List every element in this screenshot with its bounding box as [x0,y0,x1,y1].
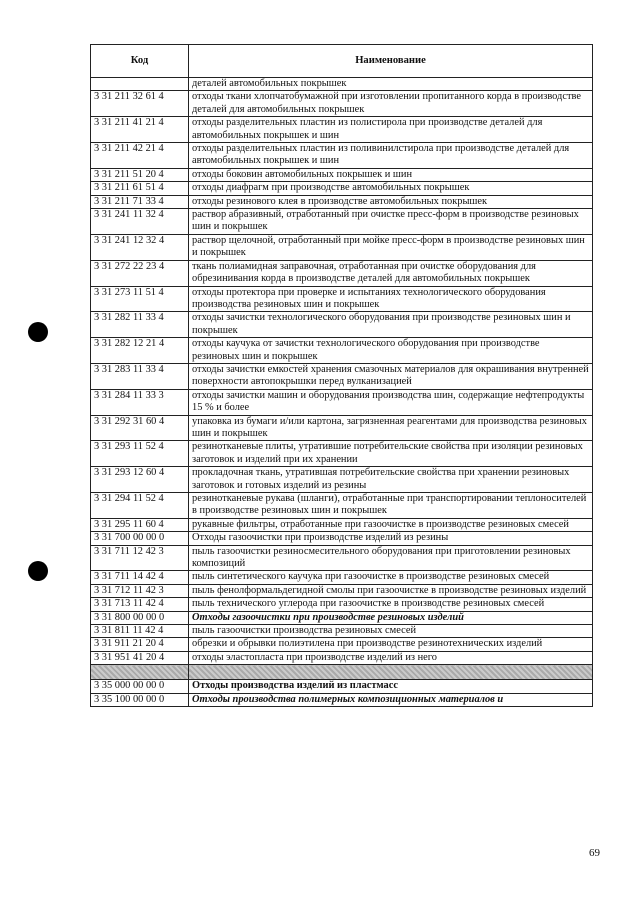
waste-name-cell: отходы зачистки емкостей хранения смазочных материалов для окрашивания внутренней поверхности автопокрышки перед вулканизацией [189,363,593,389]
waste-name-cell: деталей автомобильных покрышек [189,78,593,91]
waste-name-cell: прокладочная ткань, утратившая потребительские свойства при хранении резиновых заготовок и готовых изделий из резины [189,467,593,493]
waste-name-cell: Отходы газоочистки при производстве резиновых изделий [189,611,593,624]
waste-name-cell [189,665,593,680]
waste-code-cell: 3 31 911 21 20 4 [91,638,189,651]
section-divider-row [91,665,593,680]
waste-name-cell: отходы боковин автомобильных покрышек и шин [189,168,593,181]
waste-name-cell: Отходы производства полимерных композиционных материалов и [189,693,593,706]
waste-code-cell: 3 31 211 51 20 4 [91,168,189,181]
table-row [91,260,593,286]
waste-name-cell: пыль газоочистки производства резиновых смесей [189,625,593,638]
waste-name-cell: отходы разделительных пластин из полистирола при производстве деталей для автомобильных покрышек и шин [189,117,593,143]
table-row [91,441,593,467]
waste-name-cell: рукавные фильтры, отработанные при газоочистке в производстве резиновых смесей [189,518,593,531]
waste-name-cell: Отходы газоочистки при производстве изделий из резины [189,532,593,545]
table-row [91,338,593,364]
waste-name-cell: ткань полиамидная заправочная, отработанная при очистке оборудования для обрезинивания корда в производстве деталей для автомобильных покрышек [189,260,593,286]
table-row [91,493,593,519]
waste-code-cell: 3 31 211 42 21 4 [91,143,189,169]
waste-name-cell: отходы каучука от зачистки технологического оборудования при производстве резиновых шин и покрышек [189,338,593,364]
waste-code-cell: 3 31 211 71 33 4 [91,195,189,208]
waste-code-cell: 3 31 294 11 52 4 [91,493,189,519]
waste-name-cell: отходы диафрагм при производстве автомобильных покрышек [189,182,593,195]
waste-code-cell: 3 31 211 41 21 4 [91,117,189,143]
waste-code-cell: 3 35 100 00 00 0 [91,693,189,706]
table-row [91,286,593,312]
table-row [91,545,593,571]
punch-hole-top [28,322,48,342]
waste-name-cell: отходы протектора при проверке и испытаниях технологического оборудования производства резиновых шин и покрышек [189,286,593,312]
waste-code-cell: 3 31 293 11 52 4 [91,441,189,467]
waste-code-cell: 3 31 282 11 33 4 [91,312,189,338]
waste-code-cell: 3 31 282 12 21 4 [91,338,189,364]
waste-name-cell: отходы резинового клея в производстве автомобильных покрышек [189,195,593,208]
table-row [91,195,593,208]
waste-code-cell: 3 31 712 11 42 3 [91,584,189,597]
table-row [91,182,593,195]
table-row [91,234,593,260]
table-row [91,598,593,611]
table-row [91,571,593,584]
punch-hole-bottom [28,561,48,581]
table-row [91,415,593,441]
waste-code-cell: 3 31 951 41 20 4 [91,651,189,664]
table-row [91,91,593,117]
table-row [91,117,593,143]
waste-name-cell: резинотканевые плиты, утратившие потребительские свойства при изоляции резиновых заготовок и изделий при их хранении [189,441,593,467]
table-row [91,389,593,415]
table-row [91,651,593,664]
waste-name-cell: пыль синтетического каучука при газоочистке в производстве резиновых смесей [189,571,593,584]
table-body [91,78,593,707]
table-row [91,467,593,493]
waste-code-cell [91,78,189,91]
table-row [91,584,593,597]
waste-code-cell: 3 31 292 31 60 4 [91,415,189,441]
waste-name-cell: раствор абразивный, отработанный при очистке пресс-форм в производстве резиновых шин и покрышек [189,209,593,235]
waste-code-cell: 3 31 273 11 51 4 [91,286,189,312]
waste-name-cell: обрезки и обрывки полиэтилена при производстве резинотехнических изделий [189,638,593,651]
waste-code-cell: 3 31 295 11 60 4 [91,518,189,531]
table-row [91,625,593,638]
waste-code-cell: 3 35 000 00 00 0 [91,680,189,693]
table-row [91,312,593,338]
table-row [91,143,593,169]
waste-code-cell: 3 31 241 12 32 4 [91,234,189,260]
waste-code-cell: 3 31 700 00 00 0 [91,532,189,545]
waste-name-cell: упаковка из бумаги и/или картона, загрязненная реагентами для производства резиновых шин и покрышек [189,415,593,441]
waste-codes-table [90,44,593,707]
waste-name-cell: пыль газоочистки резиносмесительного оборудования при приготовлении резиновых композиций [189,545,593,571]
waste-name-cell: отходы эластопласта при производстве изделий из него [189,651,593,664]
table-row [91,209,593,235]
table-header-row [91,45,593,78]
header-code: Код [91,45,189,78]
waste-code-cell: 3 31 711 12 42 3 [91,545,189,571]
table-row [91,78,593,91]
table-row [91,680,593,693]
waste-name-cell: раствор щелочной, отработанный при мойке пресс-форм в производстве резиновых шин и покрышек [189,234,593,260]
waste-name-cell: резинотканевые рукава (шланги), отработанные при транспортировании теплоносителей в производстве резиновых шин и покрышек [189,493,593,519]
waste-code-cell: 3 31 711 14 42 4 [91,571,189,584]
waste-code-cell: 3 31 293 12 60 4 [91,467,189,493]
waste-name-cell: Отходы производства изделий из пластмасс [189,680,593,693]
waste-code-cell: 3 31 713 11 42 4 [91,598,189,611]
table-row [91,638,593,651]
table-row [91,518,593,531]
waste-name-cell: отходы разделительных пластин из поливинилстирола при производстве деталей для автомобильных покрышек и шин [189,143,593,169]
table-row [91,611,593,624]
waste-code-cell: 3 31 241 11 32 4 [91,209,189,235]
header-name: Наименование [189,45,593,78]
waste-code-cell [91,665,189,680]
waste-code-cell: 3 31 811 11 42 4 [91,625,189,638]
waste-code-cell: 3 31 211 61 51 4 [91,182,189,195]
waste-code-cell: 3 31 284 11 33 3 [91,389,189,415]
table-row [91,693,593,706]
waste-code-cell: 3 31 211 32 61 4 [91,91,189,117]
waste-name-cell: отходы зачистки машин и оборудования производства шин, содержащие нефтепродукты 15 % и более [189,389,593,415]
table-row [91,532,593,545]
waste-name-cell: отходы зачистки технологического оборудования при производстве резиновых шин и покрышек [189,312,593,338]
waste-code-cell: 3 31 272 22 23 4 [91,260,189,286]
waste-name-cell: отходы ткани хлопчатобумажной при изготовлении пропитанного корда в производстве деталей для автомобильных покрышек [189,91,593,117]
page-number: 69 [589,847,600,859]
waste-name-cell: пыль фенолформальдегидной смолы при газоочистке в производстве резиновых изделий [189,584,593,597]
table-row [91,363,593,389]
waste-code-cell: 3 31 800 00 00 0 [91,611,189,624]
waste-name-cell: пыль технического углерода при газоочистке в производстве резиновых смесей [189,598,593,611]
table-row [91,168,593,181]
waste-code-cell: 3 31 283 11 33 4 [91,363,189,389]
